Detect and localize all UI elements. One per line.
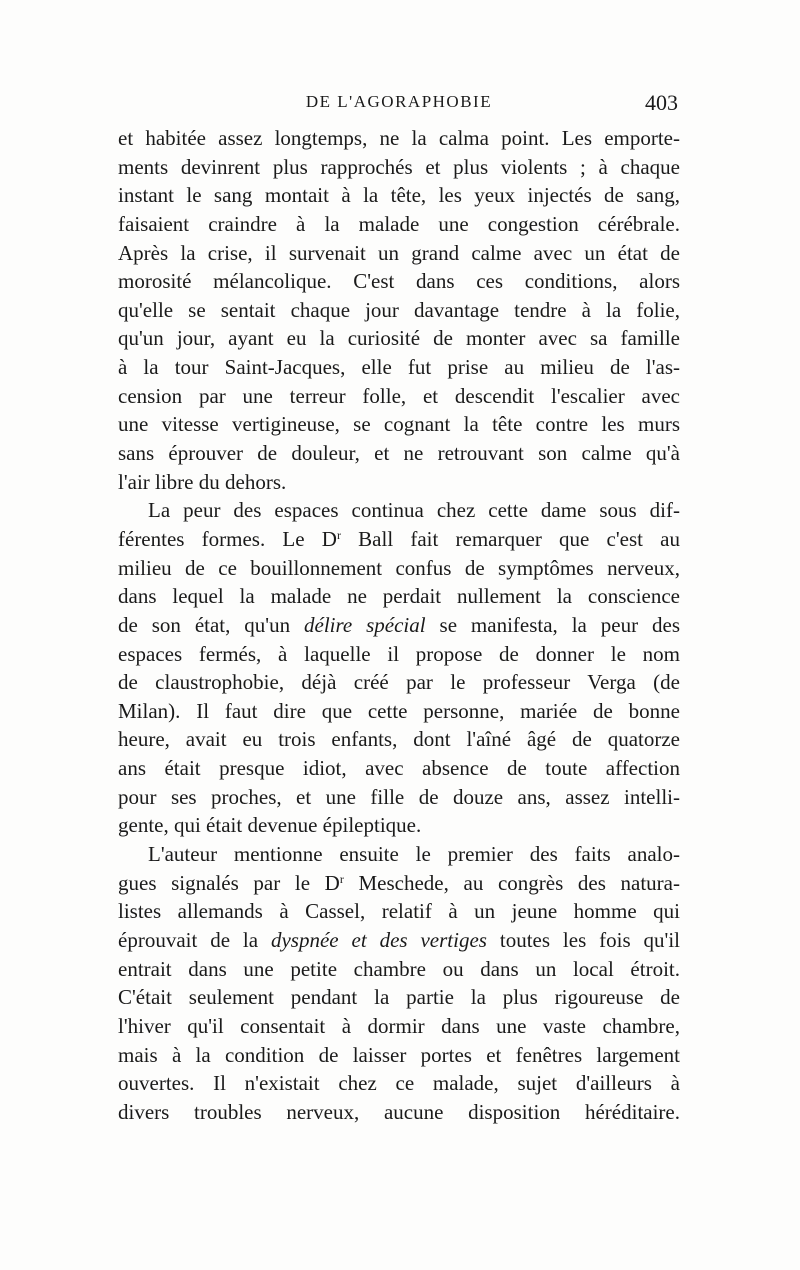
text-line: ments devinrent plus rapprochés et plus violents ; à chaque xyxy=(118,154,680,179)
text-line: faisaient craindre à la malade une congestion cérébrale. xyxy=(118,211,680,236)
line-segment: gues signalés par le D xyxy=(118,870,340,895)
text-line: sans éprouver de douleur, et ne retrouvant son calme qu'à xyxy=(118,441,680,466)
body-text xyxy=(118,124,680,1126)
text-line: C'était seulement pendant la partie la plus rigoureuse de xyxy=(118,985,680,1010)
text-line: et habitée assez longtemps, ne la calma point. Les emporte- xyxy=(118,126,680,150)
text-line: l'air libre du dehors. xyxy=(118,469,287,494)
text-line: heure, avait eu trois enfants, dont l'aîné âgé de quatorze xyxy=(118,727,680,752)
line-segment: se manifesta, la peur des xyxy=(425,612,680,637)
line-segment: toutes les fois qu'il xyxy=(486,927,680,952)
text-line: listes allemands à Cassel, relatif à un jeune homme qui xyxy=(118,899,680,924)
text-line: La peur des espaces continua chez cette dame sous dif- xyxy=(148,498,680,523)
text-line: milieu de ce bouillonnement confus de symptômes nerveux, xyxy=(118,555,680,580)
text-line: à la tour Saint-Jacques, elle fut prise au milieu de l'as- xyxy=(118,355,680,380)
text-line: qu'un jour, ayant eu la curiosité de monter avec sa famille xyxy=(118,326,680,351)
text-line: une vitesse vertigineuse, se cognant la tête contre les murs xyxy=(118,412,680,437)
superscript: r xyxy=(336,527,341,542)
text-line: Après la crise, il survenait un grand calme avec un état de xyxy=(118,240,680,265)
text-line: Milan). Il faut dire que cette personne, mariée de bonne xyxy=(118,698,680,723)
page-number: 403 xyxy=(645,90,678,115)
text-line: instant le sang montait à la tête, les yeux injectés de sang, xyxy=(118,183,680,208)
text-line: mais à la condition de laisser portes et fenêtres largement xyxy=(118,1042,680,1067)
italic-phrase: délire spécial xyxy=(304,612,426,637)
line-segment: férentes formes. Le D xyxy=(118,526,337,551)
superscript: r xyxy=(339,871,344,886)
text-line: L'auteur mentionne ensuite le premier des faits analo- xyxy=(148,842,680,867)
line-segment: Meschede, au congrès des natura- xyxy=(343,870,680,895)
running-head xyxy=(118,90,680,120)
running-title: DE L'AGORAPHOBIE xyxy=(305,92,493,111)
text-line: gente, qui était devenue épileptique. xyxy=(118,813,422,838)
text-line xyxy=(118,525,680,554)
text-line xyxy=(118,611,680,640)
text-line: dans lequel la malade ne perdait nullement la conscience xyxy=(118,584,680,609)
text-line: pour ses proches, et une fille de douze ans, assez intelli- xyxy=(118,784,680,809)
line-segment: Ball fait remarquer que c'est au xyxy=(340,526,680,551)
text-line: ouvertes. Il n'existait chez ce malade, sujet d'ailleurs à xyxy=(118,1071,680,1096)
text-line: divers troubles nerveux, aucune disposition héréditaire. xyxy=(118,1099,680,1124)
text-line: morosité mélancolique. C'est dans ces conditions, alors xyxy=(118,269,680,294)
italic-phrase: dyspnée et des vertiges xyxy=(270,927,487,952)
text-line: qu'elle se sentait chaque jour davantage tendre à la folie, xyxy=(118,297,680,322)
text-line: de claustrophobie, déjà créé par le professeur Verga (de xyxy=(118,670,680,695)
text-line: l'hiver qu'il consentait à dormir dans une vaste chambre, xyxy=(118,1013,680,1038)
text-line: entrait dans une petite chambre ou dans un local étroit. xyxy=(118,956,680,981)
text-line xyxy=(118,926,680,955)
line-segment: éprouvait de la xyxy=(118,927,271,952)
text-line: cension par une terreur folle, et descendit l'escalier avec xyxy=(118,383,680,408)
text-line xyxy=(118,869,680,898)
text-line: espaces fermés, à laquelle il propose de donner le nom xyxy=(118,641,680,666)
text-line: ans était presque idiot, avec absence de toute affection xyxy=(118,756,680,781)
line-segment: de son état, qu'un xyxy=(118,612,304,637)
